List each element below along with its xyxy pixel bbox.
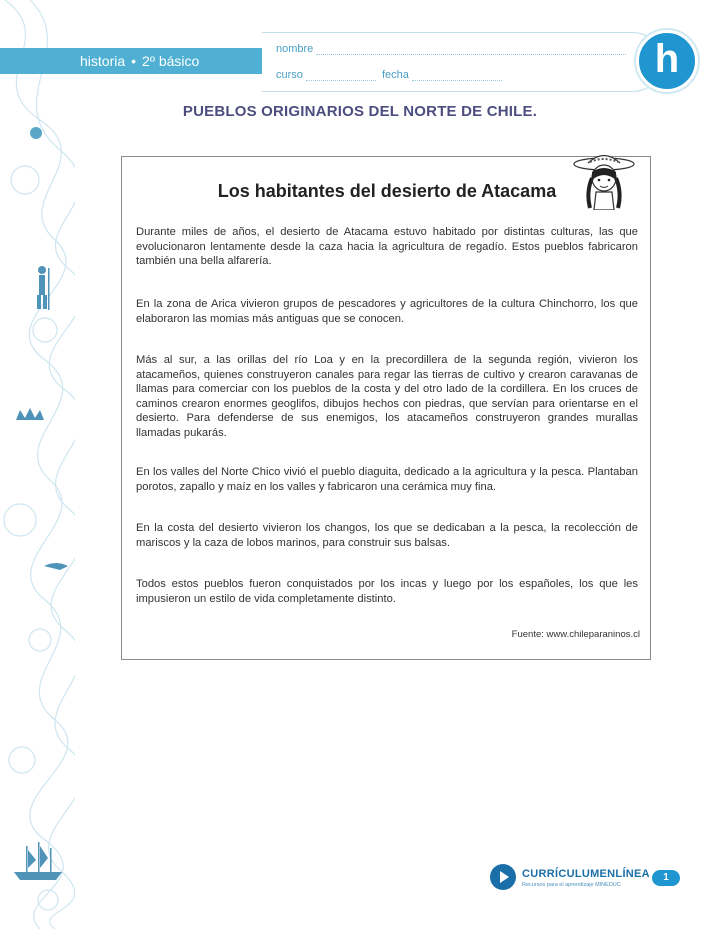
footer-brand: CURRÍCULUMENLÍNEA <box>522 868 650 880</box>
page-title: PUEBLOS ORIGINARIOS DEL NORTE DE CHILE. <box>182 103 538 120</box>
paragraph-6: Todos estos pueblos fueron conquistados por los incas y luego por los españoles, los que les impusieron un estilo de vida completamente distinto. <box>136 578 638 605</box>
subject-label <box>80 52 199 70</box>
date-label: fecha <box>382 69 409 81</box>
subject: historia <box>80 53 126 69</box>
student-form <box>262 32 663 92</box>
paragraph-3: Más al sur, a las orillas del río Loa y en la precordillera de la segunda región, vivieron los atacameños, quienes construyeron canales para regar las tierras de cultivo y crearon caravanas de llamas para comerciar con los pueblos de la costa y del otro lado de la cordillera. En los cruces de caminos crearon enormes geoglifos, dibujos hechos con piedras, que servían para orientarse en el desierto. Para defenderse de sus enemigos, los atacameños construyeron grandes murallas llamadas pukarás. <box>136 354 638 439</box>
article-title: Los habitantes del desierto de Atacama <box>217 181 557 201</box>
course-row <box>276 69 376 81</box>
girl-illustration-icon <box>570 150 638 210</box>
name-field[interactable] <box>316 44 626 55</box>
article-box <box>121 156 651 660</box>
name-label: nombre <box>276 43 314 55</box>
footer-tagline: Recursos para el aprendizaje MINEDUC <box>522 882 621 888</box>
h-logo-icon: h <box>636 30 698 92</box>
course-field[interactable] <box>306 70 376 81</box>
curriculum-en-linea-logo <box>490 862 660 896</box>
paragraph-1: Durante miles de años, el desierto de Atacama estuvo habitado por distintas culturas, las que evolucionaron lentamente desde la caza hacia la agricultura de regadío. Estos pueblos fabricaron también una bella alfarería. <box>136 226 638 268</box>
course-label: curso <box>276 69 303 81</box>
paragraph-4: En los valles del Norte Chico vivió el pueblo diaguita, dedicado a la agricultura y la pesca. Plantaban porotos, zapallo y maíz en los valles y fabricaron una cerámica muy fina. <box>136 466 638 493</box>
paragraph-5: En la costa del desierto vivieron los changos, los que se dedicaban a la pesca, la recolección de mariscos y la caza de lobos marinos, para construir sus balsas. <box>136 522 638 549</box>
date-field[interactable] <box>412 70 502 81</box>
play-icon <box>490 864 516 890</box>
grade: 2º básico <box>142 53 200 69</box>
paragraph-2: En la zona de Arica vivieron grupos de pescadores y agricultores de la cultura Chinchorro, los que elaboraron las momias más antiguas que se conocen. <box>136 298 638 325</box>
name-row <box>276 43 626 55</box>
crown-icon <box>16 408 44 420</box>
date-row <box>382 69 502 81</box>
source-citation: Fuente: www.chileparaninos.cl <box>511 629 640 640</box>
subject-separator: • <box>131 53 137 69</box>
boat-icon <box>44 563 68 570</box>
inca-figure-icon <box>37 266 50 310</box>
page-number: 1 <box>652 870 680 886</box>
side-decoration <box>0 0 75 929</box>
